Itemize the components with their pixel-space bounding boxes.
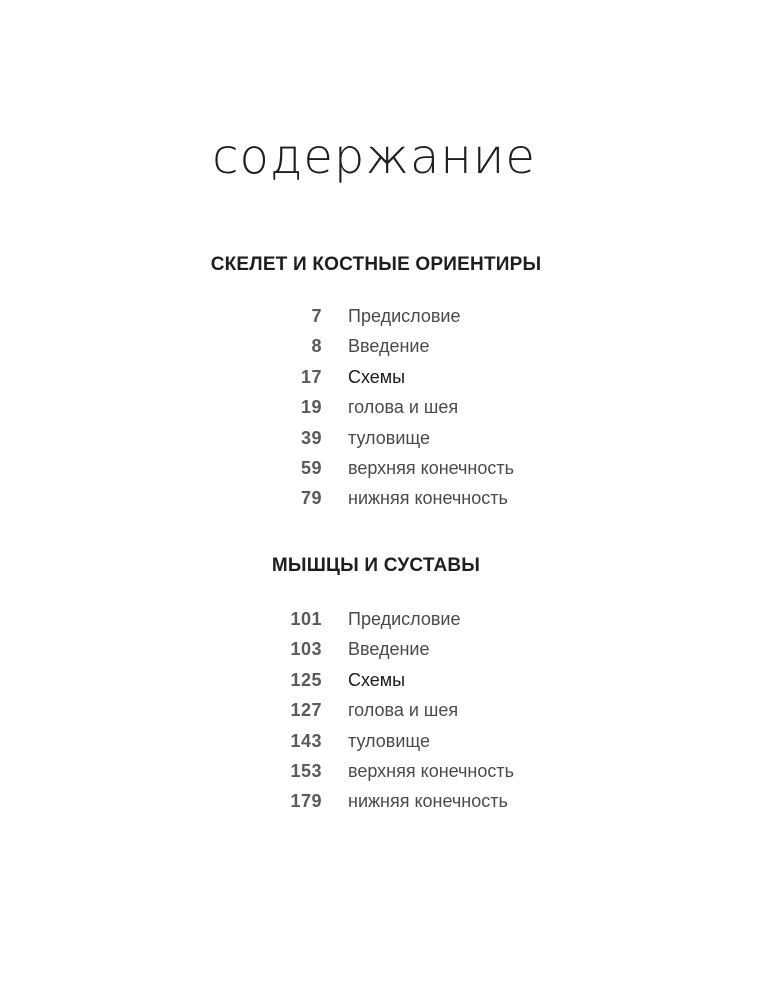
toc-entry-label: Схемы [348,669,406,690]
toc-entry-label: туловище [348,730,431,751]
toc-entry-label: Предисловие [348,609,461,629]
toc-entry[interactable] [0,606,762,636]
toc-entry-label: верхняя конечность [348,457,515,478]
toc-page-number: 125 [290,669,322,690]
section-heading-skeleton: СКЕЛЕТ И КОСТНЫЕ ОРИЕНТИРЫ [210,254,542,275]
toc-entry[interactable] [0,728,762,758]
toc-page-number: 179 [290,791,322,812]
toc-entry[interactable] [0,303,762,333]
toc-entry-label: туловище [348,427,431,448]
section-heading-muscles: МЫШЦЫ И СУСТАВЫ [271,555,481,576]
page-title: содержание [212,129,536,185]
toc-page-number: 8 [311,336,322,357]
toc-page-number: 59 [300,457,322,478]
toc-entry-label: Предисловие [348,306,461,326]
toc-page-number: 103 [290,639,322,660]
toc-page-number: 39 [300,427,322,448]
toc-entry[interactable] [0,758,762,788]
toc-page-number: 143 [290,730,322,751]
toc-entry-label: голова и шея [348,397,459,418]
toc-entry-label: нижняя конечность [348,488,508,509]
toc-list-muscles [0,606,762,819]
toc-page-number: 79 [300,488,322,509]
toc-entry[interactable] [0,425,762,455]
toc-entry-label: Введение [348,639,430,660]
toc-entry[interactable] [0,364,762,394]
toc-entry-label: верхняя конечность [348,760,515,781]
toc-page-number: 19 [300,397,322,418]
toc-page-number: 17 [300,366,322,387]
toc-entry-label: Введение [348,336,430,357]
toc-page-number: 7 [311,306,322,326]
toc-entry[interactable] [0,788,762,818]
toc-entry-label: Схемы [348,366,406,387]
toc-entry[interactable] [0,455,762,485]
toc-page-number: 153 [290,760,322,781]
toc-entry[interactable] [0,333,762,363]
toc-entry[interactable] [0,636,762,666]
toc-entry-label: голова и шея [348,700,459,721]
toc-entry-label: нижняя конечность [348,791,508,812]
toc-page-number: 127 [290,700,322,721]
toc-page-number: 101 [290,609,322,629]
toc-entry[interactable] [0,394,762,424]
toc-entry[interactable] [0,667,762,697]
toc-entry[interactable] [0,485,762,515]
toc-list-skeleton [0,303,762,516]
toc-entry[interactable] [0,697,762,727]
